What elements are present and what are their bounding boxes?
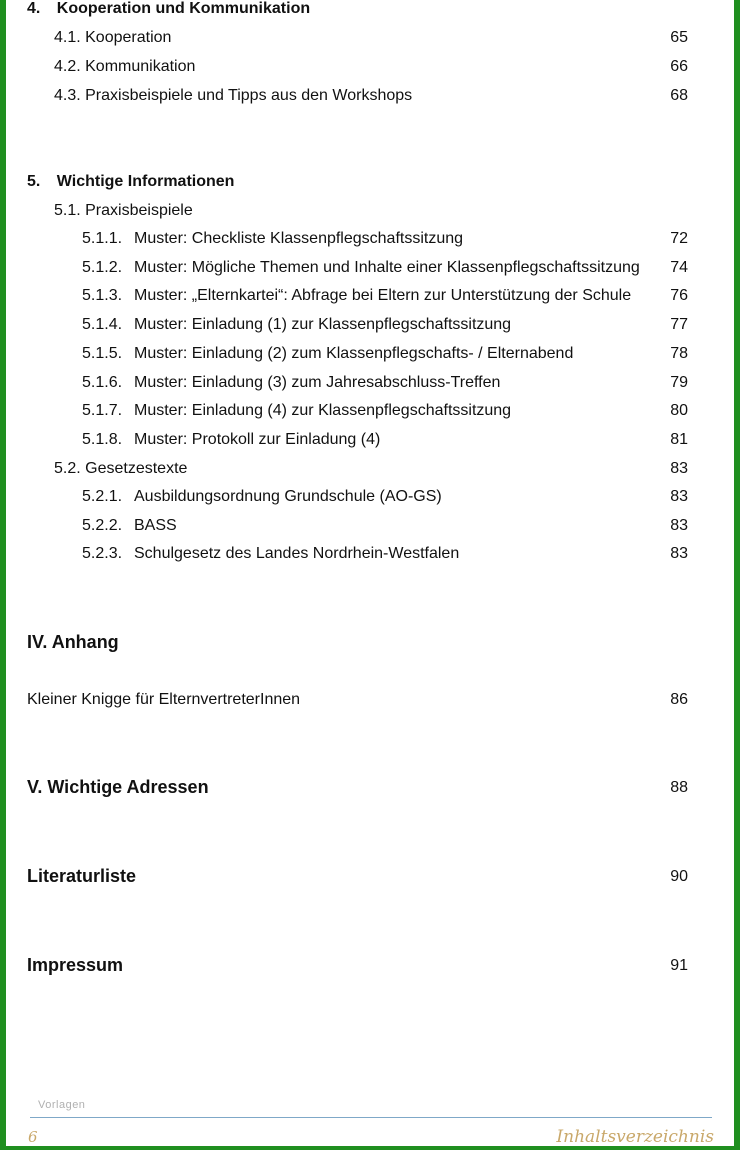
toc-section-number: 5. [27, 173, 41, 190]
toc-subentry-number: 5.1.8. [82, 430, 123, 448]
toc-subentry-page: 80 [670, 402, 688, 420]
toc-subentry-page: 83 [670, 488, 688, 505]
toc-subentry[interactable] [82, 373, 501, 393]
toc-subentry-number: 5.2.2. [82, 516, 123, 534]
toc-subentry-number: 5.1.5. [82, 344, 123, 362]
toc-subentry-page: 83 [670, 545, 688, 563]
toc-page-4-1: 65 [670, 29, 688, 46]
toc-page-impressum: 91 [670, 957, 688, 974]
toc-subentry[interactable] [82, 286, 632, 306]
toc-subentry-title: Ausbildungsordnung Grundschule (AO-GS) [134, 488, 442, 505]
toc-subentry-number: 5.1.6. [82, 373, 123, 391]
toc-subentry-page: 79 [670, 373, 688, 391]
toc-subentry-number: 5.1.3. [82, 287, 123, 305]
toc-subentry-page: 74 [670, 258, 688, 276]
toc-subentry-number: 5.1.1. [82, 230, 123, 247]
toc-entry-5-1[interactable]: 5.1. Praxisbeispiele [54, 202, 193, 219]
footer-chapter-title: Inhaltsverzeichnis [556, 1127, 714, 1147]
toc-subentry-title: Muster: Protokoll zur Einladung (4) [134, 430, 381, 448]
toc-section-number: 4. [27, 0, 41, 17]
toc-page-adressen: 88 [670, 779, 688, 796]
toc-subentry[interactable] [82, 487, 442, 507]
toc-subentry-number: 5.2.3. [82, 545, 123, 563]
toc-section-5-heading [27, 172, 234, 192]
toc-subentry[interactable] [82, 544, 460, 564]
toc-subentry-title: Muster: Einladung (3) zum Jahresabschluss-Treffen [134, 373, 501, 391]
toc-page-knigge: 86 [670, 691, 688, 708]
watermark-text: Vorlagen [38, 1099, 86, 1111]
toc-entry-4-1[interactable]: 4.1. Kooperation [54, 29, 172, 46]
toc-subentry[interactable] [82, 229, 464, 249]
toc-entry-knigge[interactable]: Kleiner Knigge für ElternvertreterInnen [27, 691, 301, 708]
toc-page-5-2: 83 [670, 460, 688, 477]
toc-subentry-title: BASS [134, 516, 177, 534]
toc-subentry-page: 81 [670, 430, 688, 448]
toc-subentry-title: Muster: Einladung (1) zur Klassenpflegschaftssitzung [134, 316, 512, 334]
toc-subentry-title: Muster: „Elternkartei“: Abfrage bei Eltern zur Unterstützung der Schule [134, 287, 632, 305]
toc-subentry-number: 5.1.2. [82, 258, 123, 276]
toc-subentry-title: Muster: Einladung (2) zum Klassenpflegschafts- / Elternabend [134, 344, 574, 362]
footer-divider [30, 1117, 712, 1118]
toc-subentry[interactable] [82, 516, 177, 536]
footer-page-number: 6 [28, 1128, 38, 1146]
toc-section-4-heading [27, 0, 310, 19]
toc-subentry-page: 78 [670, 344, 688, 362]
toc-subentry-number: 5.1.7. [82, 402, 123, 420]
toc-subentry-title: Muster: Mögliche Themen und Inhalte einer Klassenpflegschaftssitzung [134, 258, 640, 276]
toc-entry-5-2[interactable]: 5.2. Gesetzestexte [54, 460, 188, 477]
toc-subentry[interactable] [82, 258, 640, 278]
toc-subentry-title: Schulgesetz des Landes Nordrhein-Westfalen [134, 545, 460, 563]
toc-page-4-2: 66 [670, 58, 688, 75]
toc-subentry-page: 77 [670, 316, 688, 334]
toc-subentry[interactable] [82, 401, 512, 421]
toc-subentry[interactable] [82, 430, 381, 450]
toc-adressen-heading[interactable]: V. Wichtige Adressen [27, 777, 209, 797]
toc-anhang-heading: IV. Anhang [27, 632, 119, 652]
toc-subentry[interactable] [82, 344, 574, 364]
toc-literatur-heading[interactable]: Literaturliste [27, 866, 137, 886]
toc-section-title: Wichtige Informationen [56, 173, 235, 190]
toc-impressum-heading[interactable]: Impressum [27, 955, 124, 975]
toc-subentry-page: 83 [670, 516, 688, 534]
toc-subentry-title: Muster: Checkliste Klassenpflegschaftssitzung [134, 230, 464, 247]
toc-entry-4-2[interactable]: 4.2. Kommunikation [54, 58, 196, 75]
toc-subentry-number: 5.2.1. [82, 488, 123, 505]
toc-entry-4-3[interactable]: 4.3. Praxisbeispiele und Tipps aus den Workshops [54, 87, 413, 104]
toc-subentry-number: 5.1.4. [82, 316, 123, 334]
toc-page-literatur: 90 [670, 868, 688, 885]
toc-subentry[interactable] [82, 315, 512, 335]
toc-section-title: Kooperation und Kommunikation [56, 0, 311, 17]
toc-subentry-page: 72 [670, 230, 688, 247]
toc-page-4-3: 68 [670, 87, 688, 104]
toc-subentry-page: 76 [670, 287, 688, 305]
toc-subentry-title: Muster: Einladung (4) zur Klassenpflegschaftssitzung [134, 402, 512, 420]
